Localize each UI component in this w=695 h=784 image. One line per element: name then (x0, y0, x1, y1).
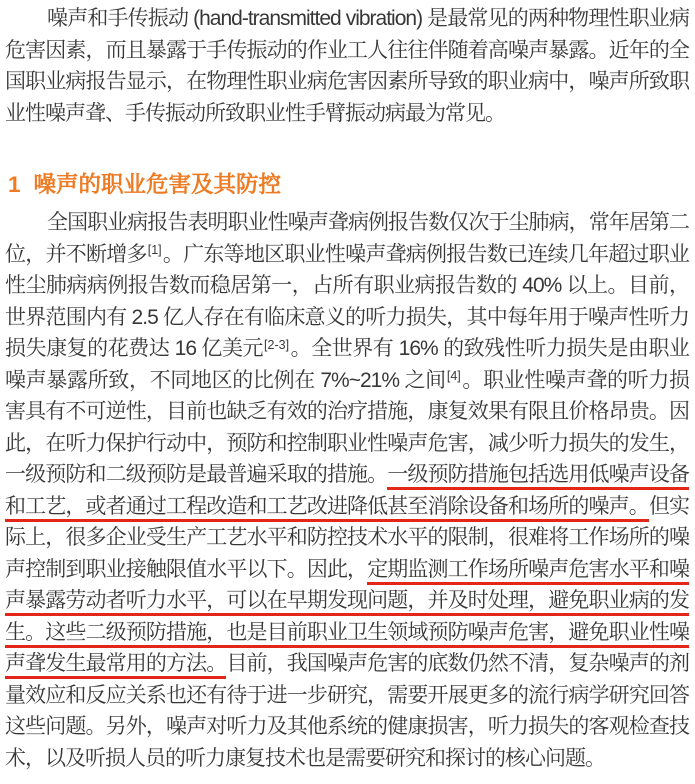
section-number: 1 (8, 172, 21, 197)
underlined-text-run: 定期监测工作场所噪声危害水平和噪声暴露劳动者听力水平，可以在早期发现问题，并及时处理，避免职业病的发生。 (5, 558, 689, 648)
section-title: 噪声的职业危害及其防控 (33, 172, 282, 197)
underlined-text-run: 一级预防措施包括选用低噪声设备和工艺，或者通过工程改造和工艺改进降低甚至消除设备和场所的噪声。 (5, 463, 689, 522)
body-paragraph (5, 207, 689, 774)
text-run: 全国职业病报告表明职业性噪声聋病例报告数仅次于尘肺病，常年居第二位，并不断增多 (5, 211, 689, 266)
text-run: 。广东等地区职业性噪声聋病例报告数已连续几年超过职业性尘肺病病例报告数而稳居第一，占所有职业病报告数的 40% 以上。目前，世界范围内有 2.5 亿人存在有临床意义的听力损失，其中每年用于噪声性听力损失康复的花费达 16 亿美元 (5, 242, 689, 360)
text-run: 。全世界有 16% 的致残性听力损失是由职业噪声暴露所致，不同地区的比例在 7%~21% 之间 (5, 337, 690, 392)
section-heading (5, 170, 689, 200)
text-run: 目前，我国噪声危害的底数仍然不清，复杂噪声的剂量效应和反应关系也还有待于进一步研究，需要开展更多的流行病学研究回答这些问题。另外，噪声对听力及其他系统的健康损害，听力损失的客观检查技术，以及听损人员的听力康复技术也是需要研究和探讨的核心问题。 (5, 652, 690, 770)
underlined-text-run: 这些二级预防措施，也是目前职业卫生领域预防噪声危害，避免职业性噪声聋发生最常用的方法。 (5, 621, 689, 680)
text-run: 但实际上，很多企业受生产工艺水平和防控技术水平的限制，很难将工作场所的噪声控制到职业接触限值水平以下。因此， (5, 494, 690, 581)
text-run: 。职业性噪声聋的听力损害具有不可逆性，目前也缺乏有效的治疗措施，康复效果有限且价格昂贵。因此，在听力保护行动中，预防和控制职业性噪声危害，减少听力损失的发生，一级预防和二级预防是最普遍采取的措施。 (5, 368, 689, 486)
citation-reference: [1] (147, 243, 162, 257)
citation-reference: [4] (446, 369, 461, 383)
citation-reference: [2-3] (264, 337, 290, 352)
text-run: 噪声和手传振动 (hand-transmitted vibration) 是最常见的两种物理性职业病危害因素，而且暴露于手传振动的作业工人往往伴随着高噪声暴露。近年的全国职业病报告显示，在物理性职业病危害因素所导致的职业病中，噪声所致职业性噪声聋、手传振动所致职业性手臂振动病最为常见。 (5, 7, 689, 125)
intro-paragraph (5, 3, 689, 129)
